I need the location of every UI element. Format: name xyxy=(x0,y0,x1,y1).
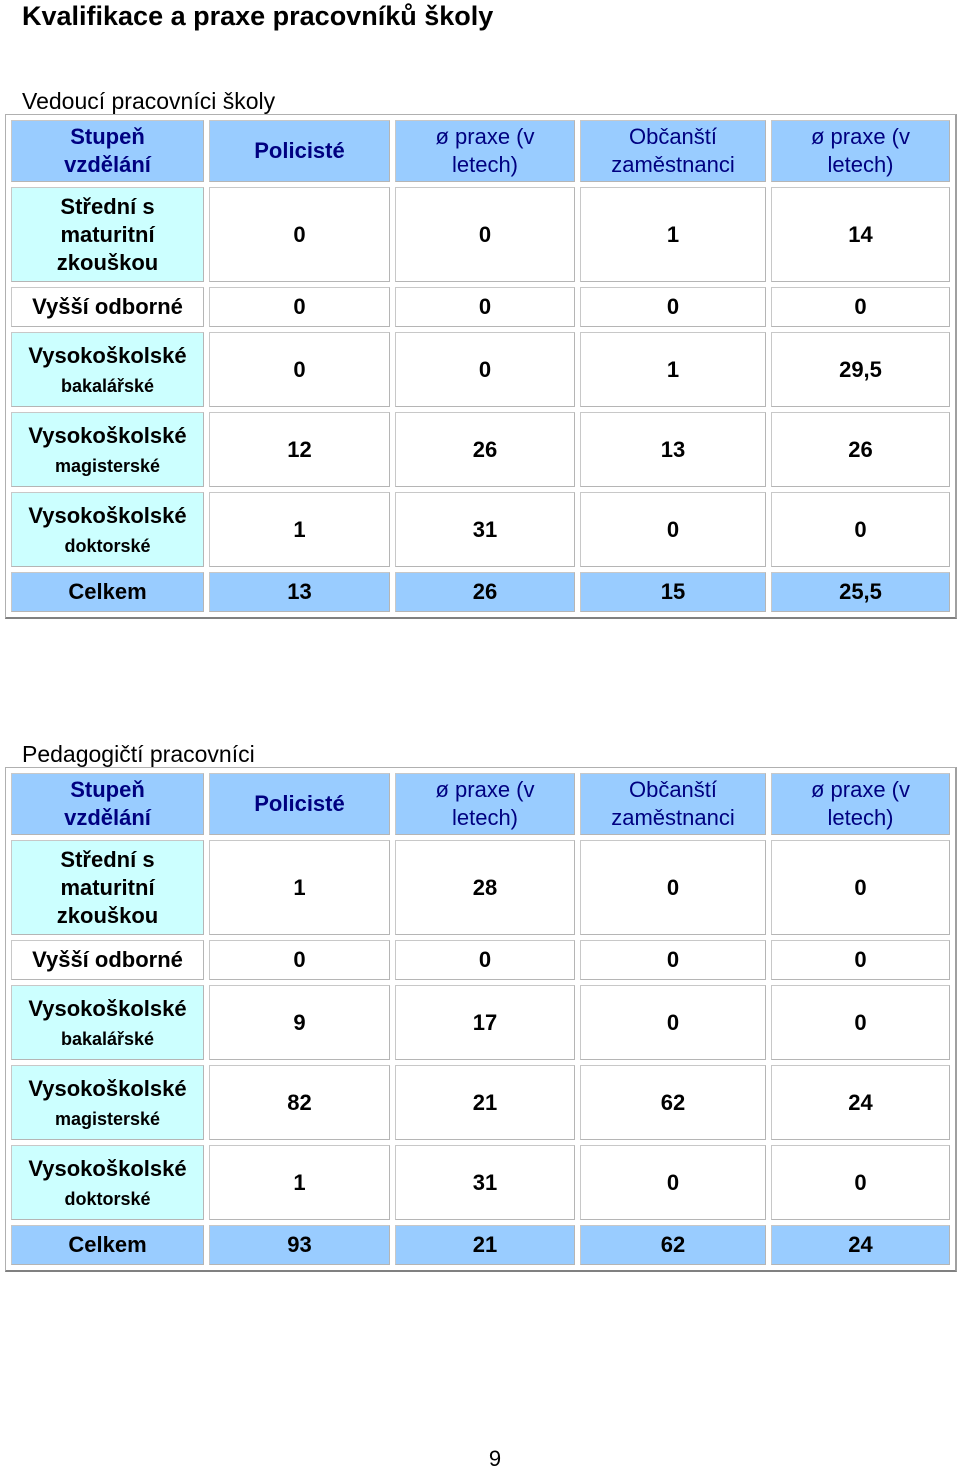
row-label: Vysokoškolské doktorské xyxy=(11,492,204,567)
table-row xyxy=(11,940,950,980)
row-label: Vysokoškolské magisterské xyxy=(11,412,204,487)
cell-police: 0 xyxy=(209,187,390,282)
table-row xyxy=(11,1145,950,1220)
header-avg-practice-civilians: ø praxe (v letech) xyxy=(771,120,950,182)
cell-avg-police: 0 xyxy=(395,332,575,407)
cell-avg-civilians: 14 xyxy=(771,187,950,282)
cell-avg-civilians: 0 xyxy=(771,840,950,935)
row-label: Vysokoškolské bakalářské xyxy=(11,985,204,1060)
header-education: Stupeň vzdělání xyxy=(11,773,204,835)
cell-civilians: 0 xyxy=(580,840,766,935)
header-avg-practice-police: ø praxe (v letech) xyxy=(395,773,575,835)
header-education: Stupeň vzdělání xyxy=(11,120,204,182)
cell-civilians: 1 xyxy=(580,332,766,407)
total-civilians: 15 xyxy=(580,572,766,612)
cell-avg-police: 31 xyxy=(395,492,575,567)
row-label: Vysokoškolské bakalářské xyxy=(11,332,204,407)
total-avg-police: 26 xyxy=(395,572,575,612)
header-avg-practice-police: ø praxe (v letech) xyxy=(395,120,575,182)
total-avg-police: 21 xyxy=(395,1225,575,1265)
cell-civilians: 0 xyxy=(580,985,766,1060)
cell-avg-police: 26 xyxy=(395,412,575,487)
cell-civilians: 0 xyxy=(580,492,766,567)
cell-avg-civilians: 0 xyxy=(771,492,950,567)
cell-avg-civilians: 24 xyxy=(771,1065,950,1140)
cell-police: 0 xyxy=(209,940,390,980)
cell-avg-civilians: 26 xyxy=(771,412,950,487)
total-avg-civilians: 24 xyxy=(771,1225,950,1265)
cell-avg-civilians: 0 xyxy=(771,1145,950,1220)
cell-avg-civilians: 0 xyxy=(771,940,950,980)
cell-police: 0 xyxy=(209,287,390,327)
cell-police: 1 xyxy=(209,840,390,935)
cell-civilians: 1 xyxy=(580,187,766,282)
cell-police: 0 xyxy=(209,332,390,407)
cell-avg-police: 17 xyxy=(395,985,575,1060)
total-police: 93 xyxy=(209,1225,390,1265)
cell-civilians: 62 xyxy=(580,1065,766,1140)
table-row xyxy=(11,492,950,567)
total-label: Celkem xyxy=(11,1225,204,1265)
row-label: Střední s maturitní zkouškou xyxy=(11,840,204,935)
row-label: Vyšší odborné xyxy=(11,287,204,327)
cell-police: 1 xyxy=(209,492,390,567)
header-police: Policisté xyxy=(209,120,390,182)
table-header-row xyxy=(11,120,950,182)
cell-avg-police: 0 xyxy=(395,940,575,980)
total-police: 13 xyxy=(209,572,390,612)
table-row xyxy=(11,332,950,407)
table-row xyxy=(11,287,950,327)
cell-avg-civilians: 0 xyxy=(771,287,950,327)
table-row xyxy=(11,985,950,1060)
cell-civilians: 0 xyxy=(580,287,766,327)
cell-civilians: 0 xyxy=(580,940,766,980)
cell-avg-police: 31 xyxy=(395,1145,575,1220)
header-avg-practice-civilians: ø praxe (v letech) xyxy=(771,773,950,835)
cell-civilians: 0 xyxy=(580,1145,766,1220)
total-civilians: 62 xyxy=(580,1225,766,1265)
cell-avg-civilians: 29,5 xyxy=(771,332,950,407)
section-title-management: Vedoucí pracovníci školy xyxy=(22,88,276,114)
table-row xyxy=(11,412,950,487)
row-label: Vyšší odborné xyxy=(11,940,204,980)
row-label: Vysokoškolské doktorské xyxy=(11,1145,204,1220)
row-label: Střední s maturitní zkouškou xyxy=(11,187,204,282)
table-total-row xyxy=(11,1225,950,1265)
section-title-teachers: Pedagogičtí pracovníci xyxy=(22,741,255,767)
cell-police: 9 xyxy=(209,985,390,1060)
cell-police: 82 xyxy=(209,1065,390,1140)
table-row xyxy=(11,840,950,935)
cell-police: 1 xyxy=(209,1145,390,1220)
table-teachers xyxy=(5,767,955,1272)
cell-avg-police: 0 xyxy=(395,187,575,282)
cell-avg-civilians: 0 xyxy=(771,985,950,1060)
header-police: Policisté xyxy=(209,773,390,835)
cell-avg-police: 28 xyxy=(395,840,575,935)
header-civilians: Občanští zaměstnanci xyxy=(580,773,766,835)
total-avg-civilians: 25,5 xyxy=(771,572,950,612)
cell-police: 12 xyxy=(209,412,390,487)
table-header-row xyxy=(11,773,950,835)
header-civilians: Občanští zaměstnanci xyxy=(580,120,766,182)
table-row xyxy=(11,187,950,282)
total-label: Celkem xyxy=(11,572,204,612)
cell-avg-police: 21 xyxy=(395,1065,575,1140)
cell-civilians: 13 xyxy=(580,412,766,487)
table-total-row xyxy=(11,572,950,612)
row-label: Vysokoškolské magisterské xyxy=(11,1065,204,1140)
cell-avg-police: 0 xyxy=(395,287,575,327)
table-row xyxy=(11,1065,950,1140)
page-title: Kvalifikace a praxe pracovníků školy xyxy=(22,1,494,31)
table-management xyxy=(5,114,955,619)
page-number: 9 xyxy=(488,1446,502,1471)
